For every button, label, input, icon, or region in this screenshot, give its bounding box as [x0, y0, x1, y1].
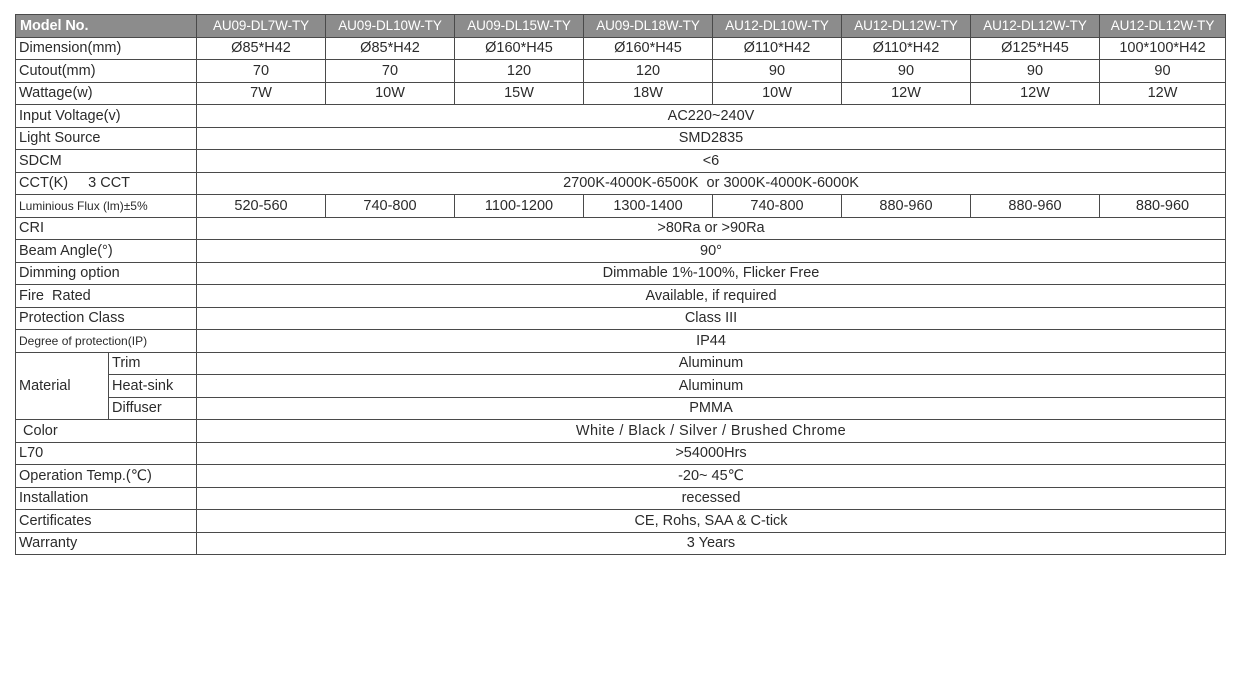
table-cell: Dimmable 1%-100%, Flicker Free — [197, 262, 1226, 285]
model-no-header: Model No. — [16, 15, 197, 38]
table-cell: 3 Years — [197, 532, 1226, 555]
row-label: Luminious Flux (lm)±5% — [16, 195, 197, 218]
protection-class-row — [16, 307, 1226, 330]
table-cell: 10W — [326, 82, 455, 105]
table-cell: Ø85*H42 — [326, 37, 455, 60]
cutout-row — [16, 60, 1226, 83]
row-label: Certificates — [16, 510, 197, 533]
header-row — [16, 15, 1226, 38]
beam-angle-row — [16, 240, 1226, 263]
cct-row — [16, 172, 1226, 195]
table-cell: SMD2835 — [197, 127, 1226, 150]
table-cell: 880-960 — [971, 195, 1100, 218]
row-label: Warranty — [16, 532, 197, 555]
sdcm-row — [16, 150, 1226, 173]
table-cell: Ø110*H42 — [713, 37, 842, 60]
row-label: Operation Temp.(℃) — [16, 465, 197, 488]
material-trim-row — [16, 352, 1226, 375]
dimming-row — [16, 262, 1226, 285]
table-cell: 7W — [197, 82, 326, 105]
table-cell: 90 — [713, 60, 842, 83]
row-label: Input Voltage(v) — [16, 105, 197, 128]
table-cell: 10W — [713, 82, 842, 105]
model-header: AU12-DL10W-TY — [713, 15, 842, 38]
table-cell: 120 — [584, 60, 713, 83]
table-cell: Ø160*H45 — [584, 37, 713, 60]
table-cell: >54000Hrs — [197, 442, 1226, 465]
table-cell: White / Black / Silver / Brushed Chrome — [197, 420, 1226, 443]
row-label: Protection Class — [16, 307, 197, 330]
table-cell: 90 — [842, 60, 971, 83]
table-cell: CE, Rohs, SAA & C-tick — [197, 510, 1226, 533]
table-cell: 90° — [197, 240, 1226, 263]
row-sublabel: Trim — [109, 352, 197, 375]
row-label — [16, 172, 197, 195]
color-row — [16, 420, 1226, 443]
table-cell: Ø125*H45 — [971, 37, 1100, 60]
table-cell: 90 — [1100, 60, 1226, 83]
table-cell: IP44 — [197, 330, 1226, 353]
table-cell: recessed — [197, 487, 1226, 510]
table-cell: Aluminum — [197, 352, 1226, 375]
table-cell: Class III — [197, 307, 1226, 330]
table-cell: 70 — [197, 60, 326, 83]
input-voltage-row — [16, 105, 1226, 128]
row-label: CRI — [16, 217, 197, 240]
row-label: L70 — [16, 442, 197, 465]
cri-row — [16, 217, 1226, 240]
table-cell: 12W — [1100, 82, 1226, 105]
dimension-row — [16, 37, 1226, 60]
table-cell: 18W — [584, 82, 713, 105]
table-cell: 1300-1400 — [584, 195, 713, 218]
material-label: Material — [16, 352, 109, 420]
table-cell: Aluminum — [197, 375, 1226, 398]
wattage-row — [16, 82, 1226, 105]
material-heatsink-row — [16, 375, 1226, 398]
model-header: AU12-DL12W-TY — [1100, 15, 1226, 38]
operation-temp-row — [16, 465, 1226, 488]
table-cell: Ø85*H42 — [197, 37, 326, 60]
table-cell: 12W — [842, 82, 971, 105]
model-header: AU09-DL15W-TY — [455, 15, 584, 38]
row-label: Installation — [16, 487, 197, 510]
row-label: Wattage(w) — [16, 82, 197, 105]
certificates-row — [16, 510, 1226, 533]
row-label: Dimming option — [16, 262, 197, 285]
table-cell: <6 — [197, 150, 1226, 173]
row-sublabel: Diffuser — [109, 397, 197, 420]
ip-row — [16, 330, 1226, 353]
cct-label: CCT(K) — [19, 175, 69, 192]
row-label: Beam Angle(°) — [16, 240, 197, 263]
cct-sublabel: 3 CCT — [88, 175, 131, 192]
model-header: AU12-DL12W-TY — [971, 15, 1100, 38]
table-cell: -20~ 45℃ — [197, 465, 1226, 488]
table-cell: AC220~240V — [197, 105, 1226, 128]
model-header: AU09-DL18W-TY — [584, 15, 713, 38]
table-cell: 12W — [971, 82, 1100, 105]
table-cell: PMMA — [197, 397, 1226, 420]
row-label: Dimension(mm) — [16, 37, 197, 60]
table-cell: Available, if required — [197, 285, 1226, 308]
row-label: Cutout(mm) — [16, 60, 197, 83]
material-diffuser-row — [16, 397, 1226, 420]
model-header: AU09-DL10W-TY — [326, 15, 455, 38]
table-cell: 90 — [971, 60, 1100, 83]
table-cell: 880-960 — [1100, 195, 1226, 218]
light-source-row — [16, 127, 1226, 150]
table-cell: 120 — [455, 60, 584, 83]
table-cell: 520-560 — [197, 195, 326, 218]
table-cell: Ø160*H45 — [455, 37, 584, 60]
model-header: AU09-DL7W-TY — [197, 15, 326, 38]
l70-row — [16, 442, 1226, 465]
row-label: Light Source — [16, 127, 197, 150]
installation-row — [16, 487, 1226, 510]
table-cell: 880-960 — [842, 195, 971, 218]
row-label: Color — [16, 420, 197, 443]
fire-rated-row — [16, 285, 1226, 308]
table-cell: >80Ra or >90Ra — [197, 217, 1226, 240]
table-cell: 740-800 — [326, 195, 455, 218]
table-cell: Ø110*H42 — [842, 37, 971, 60]
table-cell: 70 — [326, 60, 455, 83]
spec-table — [15, 14, 1226, 555]
row-label: Fire Rated — [16, 285, 197, 308]
flux-row — [16, 195, 1226, 218]
row-sublabel: Heat-sink — [109, 375, 197, 398]
table-cell: 15W — [455, 82, 584, 105]
table-cell: 740-800 — [713, 195, 842, 218]
table-cell: 1100-1200 — [455, 195, 584, 218]
row-label: SDCM — [16, 150, 197, 173]
table-cell: 100*100*H42 — [1100, 37, 1226, 60]
warranty-row — [16, 532, 1226, 555]
model-header: AU12-DL12W-TY — [842, 15, 971, 38]
row-label: Degree of protection(IP) — [16, 330, 197, 353]
table-cell: 2700K-4000K-6500K or 3000K-4000K-6000K — [197, 172, 1226, 195]
